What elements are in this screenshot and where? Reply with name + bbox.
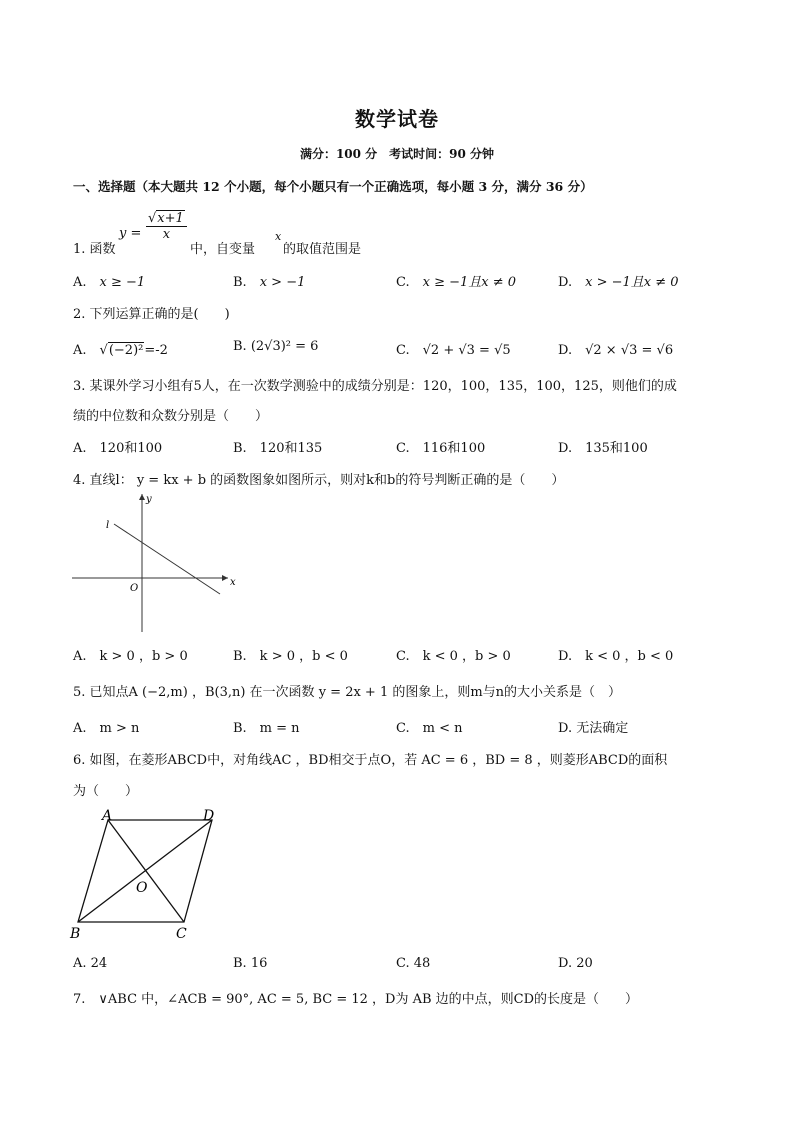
point-b-label: B [70,926,81,942]
q5-option-c[interactable]: C. m < n [396,721,463,736]
q2-option-d[interactable]: D. √2 × √3 = √6 [558,343,674,358]
q1-numerator: √x+1 [146,211,187,227]
q6-stem-line1: 6. 如图，在菱形ABCD中，对角线AC ，BD相交于点O，若 AC = 6 ，BD = 8 ，则菱形ABCD的面积 [73,753,668,768]
q4-options [73,645,733,665]
q5-option-b[interactable]: B. m = n [233,721,300,736]
q1-denominator: x [162,227,171,242]
point-d-label: D [203,808,215,824]
q4-stem: 4. 直线l： y = kx + b 的函数图象如图所示，则对k和b的符号判断正确的是（ ） [73,473,565,488]
q3-stem-line2: 绩的中位数和众数分别是（ ） [73,409,269,424]
q5-option-d[interactable]: D. 无法确定 [558,721,629,736]
q1-text-mid: 中，自变量 [190,242,256,257]
line-label: l [106,520,110,531]
q1-text-end: 的取值范围是 [283,242,362,257]
q4-option-a[interactable]: A. k > 0 ，b > 0 [73,649,188,664]
diagonal-bd [78,820,212,922]
q7-stem: 7. ∨ABC 中，∠ACB = 90°, AC = 5, BC = 12 ，D为 AB 边的中点，则CD的长度是（ ） [73,992,639,1007]
q1-option-b[interactable]: B. x > −1 [233,275,306,290]
q6-rhombus-figure [66,806,226,944]
q4-option-c[interactable]: C. k < 0 ，b > 0 [396,649,511,664]
q4-axes [72,494,228,632]
q2-option-a[interactable]: A. √(−2)²=-2 [73,343,168,358]
q1-y-eq: y = [119,226,142,241]
q3-option-d[interactable]: D. 135和100 [558,441,648,456]
q2-options [73,339,733,359]
q2-option-b[interactable]: B. (2√3)² = 6 [233,339,319,354]
q5-stem: 5. 已知点A (−2,m) ，B(3,n) 在一次函数 y = 2x + 1 的图象上，则m与n的大小关系是（ ） [73,685,622,700]
q1-prefix: 1. 函数 [73,242,116,257]
q2-option-c[interactable]: C. √2 + √3 = √5 [396,343,511,358]
q6-option-b[interactable]: B. 16 [233,956,268,971]
x-axis-arrow-icon [222,575,228,581]
page-title: 数学试卷 [355,107,439,131]
y-axis-arrow-icon [139,494,145,500]
q4-option-d[interactable]: D. k < 0 ，b < 0 [558,649,674,664]
section-heading: 一、选择题（本大题共 12 个小题，每个小题只有一个正确选项，每小题 3 分，满分 36 分） [73,179,593,194]
q3-option-c[interactable]: C. 116和100 [396,441,486,456]
q6-option-c[interactable]: C. 48 [396,956,431,971]
q5-options [73,717,733,737]
q4-option-b[interactable]: B. k > 0 ，b < 0 [233,649,348,664]
q1-option-d[interactable]: D. x > −1且x ≠ 0 [558,275,679,290]
q3-stem-line1: 3. 某课外学习小组有5人，在一次数学测验中的成绩分别是：120，100，135，100，125，则他们的成 [73,379,677,394]
q4-graph [68,490,248,638]
y-axis-label: y [146,494,152,505]
point-a-label: A [102,808,113,824]
point-o-label: O [136,880,148,896]
q5-option-a[interactable]: A. m > n [73,721,140,736]
point-c-label: C [176,926,187,942]
q6-option-d[interactable]: D. 20 [558,956,593,971]
q3-options [73,437,733,457]
q6-stem-line2: 为（ ） [73,784,139,799]
x-axis-label: x [230,577,236,588]
q1-var: x [275,230,282,243]
exam-info: 满分：100 分 考试时间：90 分钟 [299,147,495,161]
q1-fraction [146,211,187,242]
q1-option-a[interactable]: A. x ≥ −1 [73,275,146,290]
origin-label: O [130,583,139,594]
q3-option-b[interactable]: B. 120和135 [233,441,323,456]
q2-stem: 2. 下列运算正确的是( ) [73,307,230,322]
q3-option-a[interactable]: A. 120和100 [73,441,163,456]
q1-options [73,271,733,291]
q6-option-a[interactable]: A. 24 [73,956,108,971]
q6-options [73,956,733,976]
q1-radicand: x+1 [157,211,184,226]
q1-option-c[interactable]: C. x ≥ −1且x ≠ 0 [396,275,517,290]
